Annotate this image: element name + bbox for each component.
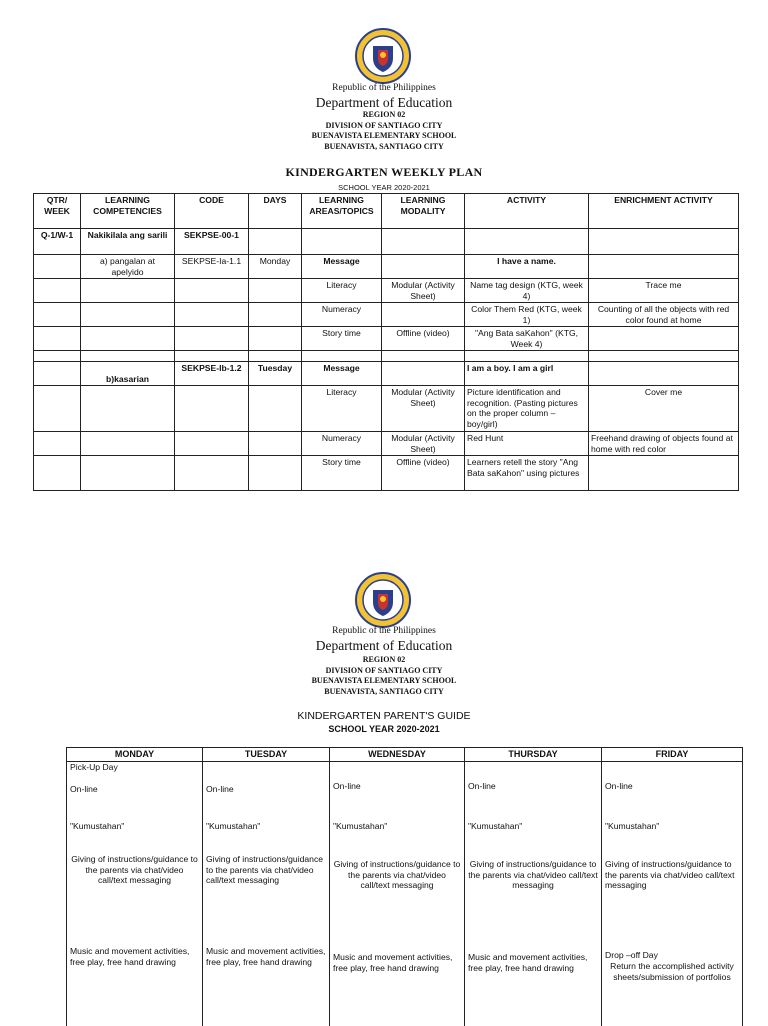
table-cell: Message — [302, 362, 382, 386]
table-cell: Story time — [302, 327, 382, 351]
table-cell: SEKPSE-Ib-1.2 — [175, 362, 249, 386]
weekly-plan-school-year: SCHOOL YEAR 2020-2021 — [0, 183, 768, 192]
school-line: BUENAVISTA ELEMENTARY SCHOOL — [0, 676, 768, 687]
column-header: DAYS — [249, 194, 302, 229]
address-line: BUENAVISTA, SANTIAGO CITY — [0, 687, 768, 698]
division-line: DIVISION OF SANTIAGO CITY — [0, 121, 768, 132]
column-header: ACTIVITY — [465, 194, 589, 229]
table-cell: Modular (Activity Sheet) — [382, 432, 465, 456]
school-line: BUENAVISTA ELEMENTARY SCHOOL — [0, 131, 768, 142]
department-name: Department of Education — [0, 95, 768, 111]
table-cell: Story time — [302, 456, 382, 491]
table-cell: Counting of all the objects with red color found at home — [589, 303, 739, 327]
table-cell: SEKPSE-00-1 — [175, 229, 249, 255]
kumustahan-text: "Kumustahan" — [333, 821, 461, 832]
monday-cell — [67, 762, 203, 1026]
instructions-text: Giving of instructions/guidance to the parents via chat/video call/text messaging — [206, 854, 326, 886]
kumustahan-text: "Kumustahan" — [468, 821, 598, 832]
table-cell: Nakikilala ang sarili — [81, 229, 175, 255]
table-cell: Numeracy — [302, 432, 382, 456]
address-line: BUENAVISTA, SANTIAGO CITY — [0, 142, 768, 153]
kumustahan-text: "Kumustahan" — [605, 821, 739, 832]
column-header: CODE — [175, 194, 249, 229]
friday-cell — [602, 762, 743, 1026]
parents-guide-title: KINDERGARTEN PARENT'S GUIDE — [0, 710, 768, 722]
table-cell: I am a boy. I am a girl — [465, 362, 589, 386]
instructions-text: Giving of instructions/guidance to the parents via chat/video call/text messaging — [70, 854, 199, 886]
table-cell: b)kasarian — [81, 362, 175, 386]
table-cell: Literacy — [302, 386, 382, 432]
activities-text: Music and movement activities, free play, free hand drawing — [468, 952, 598, 973]
online-text: On-line — [605, 781, 739, 792]
day-header-monday: MONDAY — [67, 748, 203, 762]
table-cell: Modular (Activity Sheet) — [382, 279, 465, 303]
weekly-plan-title: KINDERGARTEN WEEKLY PLAN — [0, 165, 768, 180]
activities-text: Music and movement activities, free play, free hand drawing — [333, 952, 461, 973]
table-header-row — [67, 748, 743, 762]
table-cell: Q-1/W-1 — [34, 229, 81, 255]
return-portfolios-text: Return the accomplished activity sheets/submission of portfolios — [605, 961, 739, 982]
instructions-text: Giving of instructions/guidance to the parents via chat/video call/text messaging — [468, 859, 598, 891]
table-cell: Red Hunt — [465, 432, 589, 456]
department-name: Department of Education — [0, 638, 768, 654]
parents-guide-table — [66, 747, 743, 1026]
tuesday-cell — [203, 762, 330, 1026]
online-text: On-line — [70, 784, 199, 795]
table-cell: Monday — [249, 255, 302, 279]
table-cell: Freehand drawing of objects found at home with red color — [589, 432, 739, 456]
table-cell: Cover me — [589, 386, 739, 432]
region-line: REGION 02 — [0, 655, 768, 666]
day-header-thursday: THURSDAY — [465, 748, 602, 762]
table-cell: Name tag design (KTG, week 4) — [465, 279, 589, 303]
pickup-day-text: Pick-Up Day — [70, 762, 199, 773]
table-cell: Offline (video) — [382, 456, 465, 491]
online-text: On-line — [468, 781, 598, 792]
column-header: LEARNING COMPETENCIES — [81, 194, 175, 229]
dropoff-day-text: Drop –off Day — [605, 950, 739, 961]
day-header-tuesday: TUESDAY — [203, 748, 330, 762]
kumustahan-text: "Kumustahan" — [70, 821, 199, 832]
column-header: LEARNING AREAS/TOPICS — [302, 194, 382, 229]
republic-line: Republic of the Philippines — [0, 626, 768, 636]
online-text: On-line — [206, 784, 326, 795]
activities-text: Music and movement activities, free play, free hand drawing — [206, 946, 326, 967]
wednesday-cell — [330, 762, 465, 1026]
table-row — [67, 762, 743, 1026]
day-header-friday: FRIDAY — [602, 748, 743, 762]
table-cell: Offline (video) — [382, 327, 465, 351]
table-cell: Trace me — [589, 279, 739, 303]
table-cell: Numeracy — [302, 303, 382, 327]
instructions-text: Giving of instructions/guidance to the parents via chat/video call/text messaging — [605, 859, 739, 891]
deped-seal-icon — [355, 572, 411, 628]
parents-guide-school-year: SCHOOL YEAR 2020-2021 — [0, 724, 768, 734]
table-cell: Tuesday — [249, 362, 302, 386]
table-cell: Modular (Activity Sheet) — [382, 386, 465, 432]
table-cell: Learners retell the story "Ang Bata saKahon" using pictures — [465, 456, 589, 491]
table-cell: a) pangalan at apelyido — [81, 255, 175, 279]
thursday-cell — [465, 762, 602, 1026]
table-cell: SEKPSE-Ia-1.1 — [175, 255, 249, 279]
column-header: ENRICHMENT ACTIVITY — [589, 194, 739, 229]
activities-text: Music and movement activities, free play, free hand drawing — [70, 946, 199, 967]
day-header-wednesday: WEDNESDAY — [330, 748, 465, 762]
table-cell: Picture identification and recognition. (Pasting pictures on the proper column – boy/girl) — [465, 386, 589, 432]
republic-line: Republic of the Philippines — [0, 83, 768, 93]
division-line: DIVISION OF SANTIAGO CITY — [0, 666, 768, 677]
column-header: QTR/ WEEK — [34, 194, 81, 229]
column-header: LEARNING MODALITY — [382, 194, 465, 229]
kumustahan-text: "Kumustahan" — [206, 821, 326, 832]
table-cell: Color Them Red (KTG, week 1) — [465, 303, 589, 327]
table-cell: I have a name. — [465, 255, 589, 279]
instructions-text: Giving of instructions/guidance to the parents via chat/video call/text messaging — [333, 859, 461, 891]
table-cell: "Ang Bata saKahon" (KTG, Week 4) — [465, 327, 589, 351]
table-cell: Literacy — [302, 279, 382, 303]
online-text: On-line — [333, 781, 461, 792]
table-cell: Message — [302, 255, 382, 279]
region-line: REGION 02 — [0, 110, 768, 121]
